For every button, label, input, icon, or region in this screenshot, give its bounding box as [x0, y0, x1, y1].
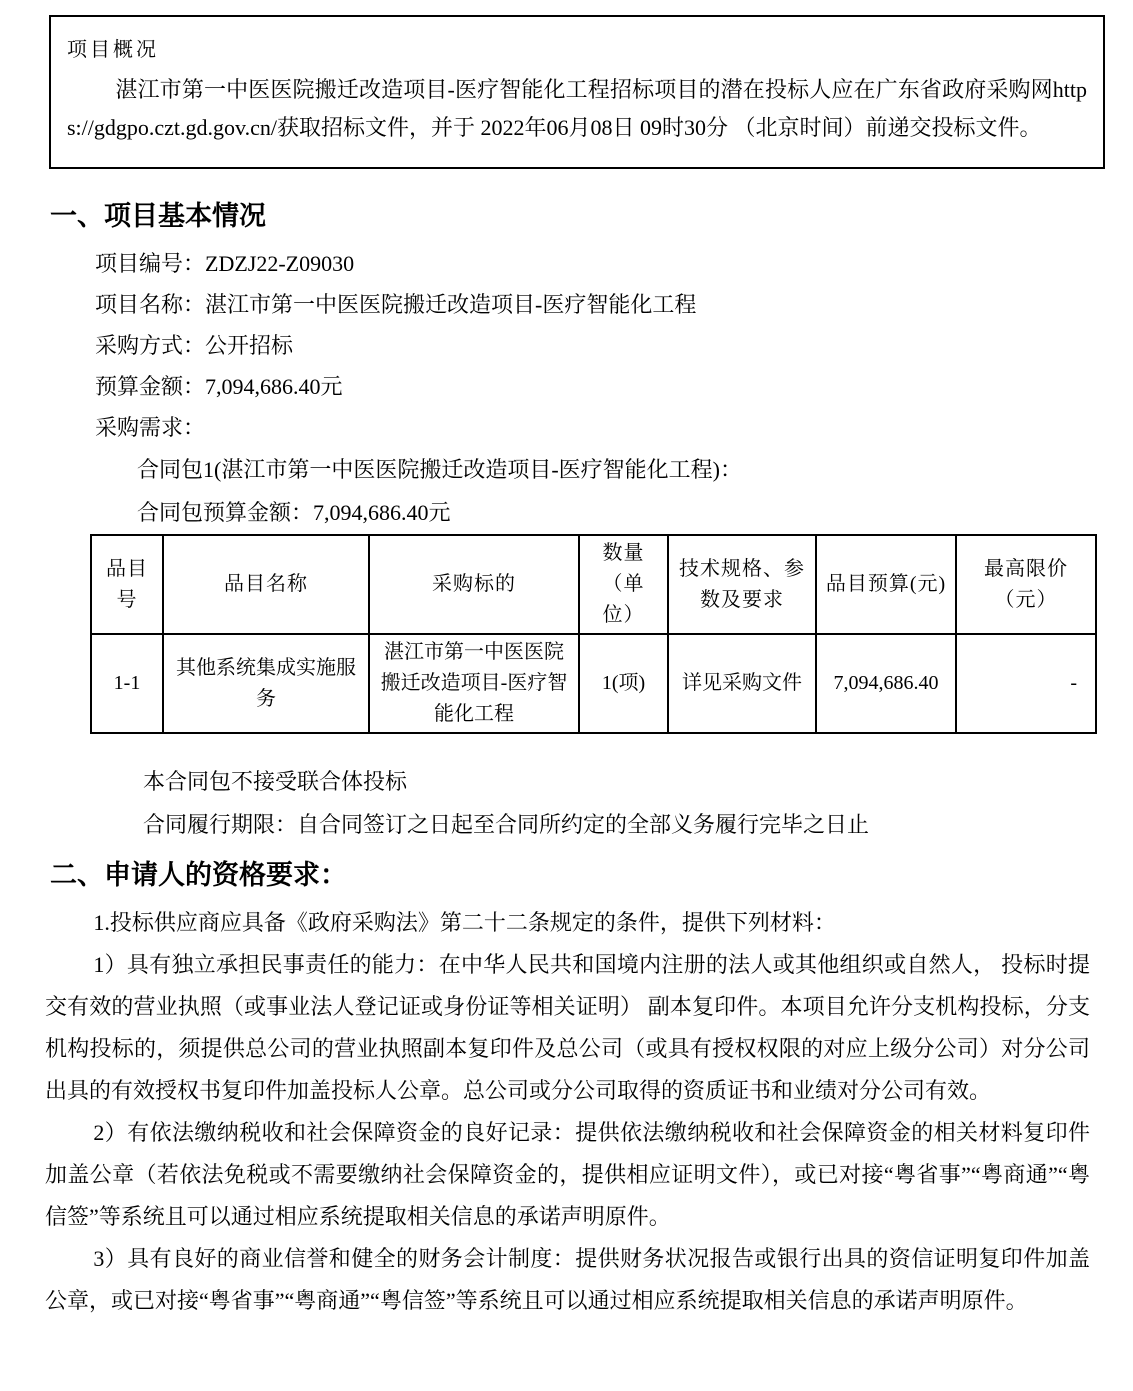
header-tech-spec: 技术规格、参数及要求 — [668, 535, 816, 634]
contract-package-title: 合同包1(湛江市第一中医医院搬迁改造项目-医疗智能化工程)： — [137, 457, 742, 482]
package-notes — [143, 760, 1133, 846]
cell-tech-spec: 详见采购文件 — [668, 634, 816, 733]
project-info-list — [95, 243, 1133, 448]
cell-quantity-unit: 1(项) — [579, 634, 668, 733]
table-row — [91, 634, 1096, 733]
overview-title: 项目概况 — [67, 39, 159, 61]
qualification-item-3: 3）具有良好的商业信誉和健全的财务会计制度：提供财务状况报告或银行出具的资信证明复印件加盖公章，或已对接“粤省事”“粤商通”“粤信签”等系统且可以通过相应系统提取相关信息的承诺声明原件。 — [45, 1246, 1090, 1313]
procurement-items-table — [90, 534, 1097, 734]
project-overview-box — [49, 15, 1105, 169]
cell-max-price: - — [956, 634, 1096, 733]
overview-paragraph: 湛江市第一中医医院搬迁改造项目-医疗智能化工程招标项目的潜在投标人应在广东省政府采购网https://gdgpo.czt.gd.gov.cn/获取招标文件，并于 2022年06月08日 09时30分 （北京时间）前递交投标文件。 — [67, 77, 1087, 140]
no-consortium-note: 本合同包不接受联合体投标 — [143, 769, 408, 794]
contract-package-budget: 合同包预算金额：7,094,686.40元 — [137, 500, 451, 525]
contract-duration-note: 合同履行期限：自合同签订之日起至合同所约定的全部义务履行完毕之日止 — [143, 812, 870, 837]
cell-item-name: 其他系统集成实施服务 — [163, 634, 369, 733]
document-page — [0, 15, 1133, 1391]
cell-item-budget: 7,094,686.40 — [816, 634, 956, 733]
procurement-demand-line: 采购需求： — [95, 415, 206, 440]
cell-item-no: 1-1 — [91, 634, 163, 733]
qualification-item-1: 1）具有独立承担民事责任的能力：在中华人民共和国境内注册的法人或其他组织或自然人， 投标时提交有效的营业执照（或事业法人登记证或身份证等相关证明） 副本复印件。本项目允许分支机构投标，分支机构投标的，须提供总公司的营业执照副本复印件及总公司（或具有授权权限的对应上级分公司）对分公司出具的有效授权书复印件加盖投标人公章。总公司或分公司取得的资质证书和业绩对分公司有效。 — [45, 952, 1090, 1103]
qualification-item-2: 2）有依法缴纳税收和社会保障资金的良好记录：提供依法缴纳税收和社会保障资金的相关材料复印件加盖公章（若依法免税或不需要缴纳社会保障资金的，提供相应证明文件），或已对接“粤省事”“粤商通”“粤信签”等系统且可以通过相应系统提取相关信息的承诺声明原件。 — [45, 1120, 1090, 1229]
budget-amount-line: 预算金额：7,094,686.40元 — [95, 374, 343, 399]
qualification-paragraphs — [45, 902, 1090, 1322]
header-item-budget: 品目预算(元) — [816, 535, 956, 634]
contract-package-list — [137, 448, 1133, 534]
project-name-line: 项目名称：湛江市第一中医医院搬迁改造项目-医疗智能化工程 — [95, 292, 697, 317]
header-procurement-target: 采购标的 — [369, 535, 579, 634]
cell-procurement-target: 湛江市第一中医医院搬迁改造项目-医疗智能化工程 — [369, 634, 579, 733]
table-header-row — [91, 535, 1096, 634]
section2-heading: 二、申请人的资格要求： — [50, 860, 347, 890]
procurement-method-line: 采购方式：公开招标 — [95, 333, 294, 358]
header-max-price: 最高限价（元） — [956, 535, 1096, 634]
section1-heading: 一、项目基本情况 — [50, 201, 266, 231]
header-quantity-unit: 数量（单位） — [579, 535, 668, 634]
header-item-name: 品目名称 — [163, 535, 369, 634]
header-item-no: 品目号 — [91, 535, 163, 634]
qualification-intro: 1.投标供应商应具备《政府采购法》第二十二条规定的条件，提供下列材料： — [93, 910, 836, 935]
project-number-line: 项目编号：ZDZJ22-Z09030 — [95, 251, 355, 276]
